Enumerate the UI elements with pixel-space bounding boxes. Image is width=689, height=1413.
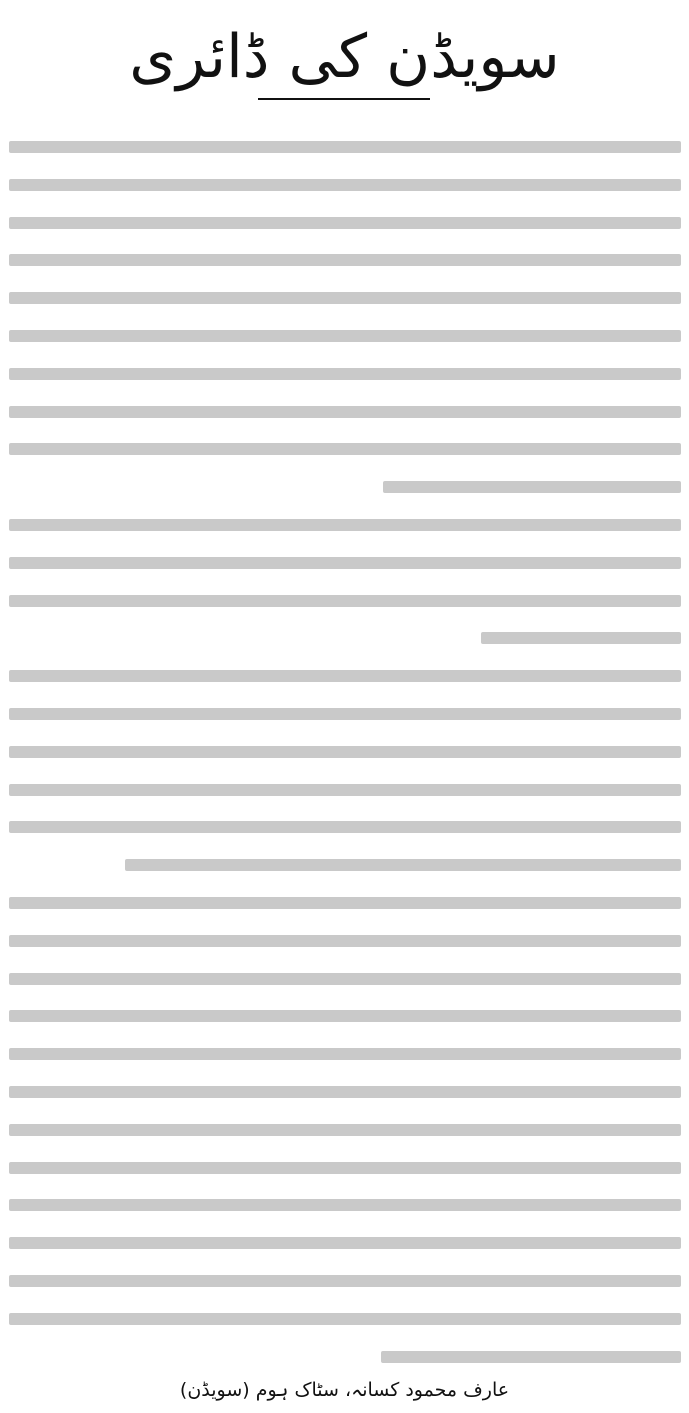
text-line	[9, 241, 681, 279]
text-line	[9, 506, 681, 544]
text-line	[9, 619, 681, 657]
text-line	[9, 317, 681, 355]
text-line	[9, 960, 681, 998]
text-line	[9, 279, 681, 317]
text-line	[9, 695, 681, 733]
text-line	[9, 393, 681, 431]
text-line	[9, 922, 681, 960]
column-title: سویڈن کی ڈائری	[129, 22, 560, 92]
text-line	[9, 430, 681, 468]
text-line	[9, 166, 681, 204]
text-line	[9, 1035, 681, 1073]
text-line	[9, 128, 681, 166]
text-line	[9, 1300, 681, 1338]
text-line	[9, 204, 681, 242]
text-line	[9, 1073, 681, 1111]
text-line	[9, 733, 681, 771]
author-byline: عارف محمود کسانہ، سٹاک ہوم (سویڈن)	[179, 1379, 510, 1401]
text-line	[9, 1338, 681, 1376]
text-line	[9, 582, 681, 620]
text-line	[9, 884, 681, 922]
text-line	[9, 846, 681, 884]
text-line	[9, 997, 681, 1035]
text-line	[9, 657, 681, 695]
text-line	[9, 468, 681, 506]
text-line	[9, 808, 681, 846]
text-line	[9, 1149, 681, 1187]
text-line	[9, 1111, 681, 1149]
text-line	[9, 355, 681, 393]
text-line	[9, 1186, 681, 1224]
text-line	[9, 544, 681, 582]
article-body	[9, 128, 681, 1375]
text-line	[9, 771, 681, 809]
title-separator-rule	[258, 98, 430, 100]
text-line	[9, 1262, 681, 1300]
text-line	[9, 1224, 681, 1262]
